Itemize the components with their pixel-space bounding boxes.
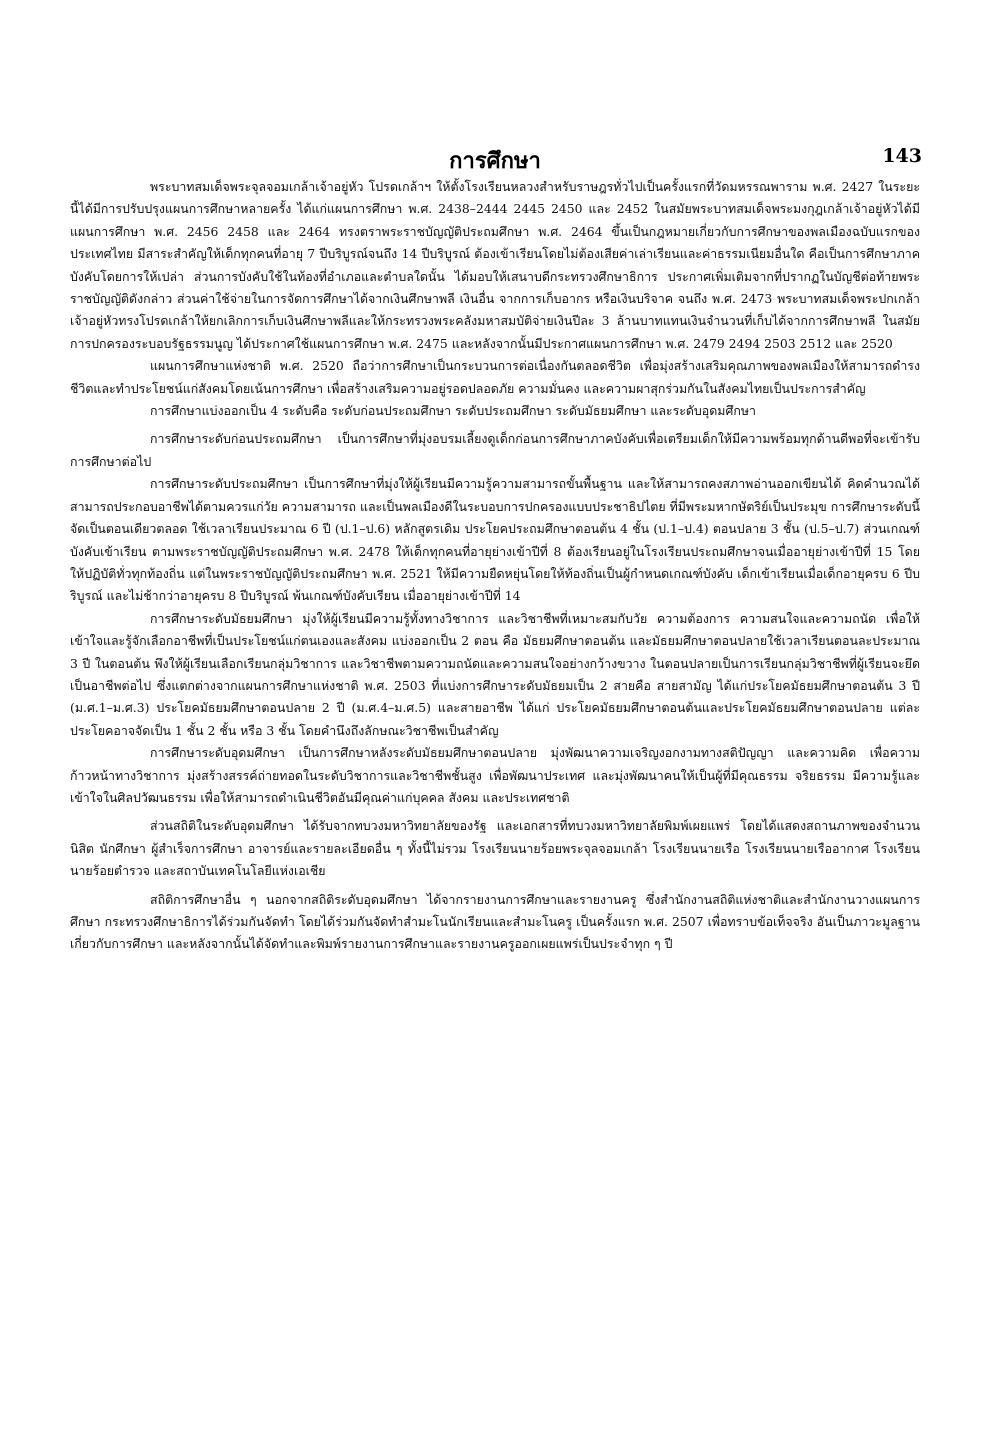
paragraph-pre-primary: การศึกษาระดับก่อนประถมศึกษา เป็นการศึกษาที่มุ่งอบรมเลี้ยงดูเด็กก่อนการศึกษาภาคบังคับเพื่อเตรียมเด็กให้มีความพร้อมทุกด้านดีพอที่จะเข้ารับการศึกษาต่อไป: [70, 431, 920, 469]
paragraph-higher-education-statistics: ส่วนสถิติในระดับอุดมศึกษา ได้รับจากทบวงมหาวิทยาลัยของรัฐ และเอกสารที่ทบวงมหาวิทยาลัยพิมพ์เผยแพร่ โดยได้แสดงสถานภาพของจำนวนนิสิต นักศึกษา ผู้สำเร็จการศึกษา อาจารย์และรายละเอียดอื่น ๆ ทั้งนี้ไม่รวม โรงเรียนนายร้อยพระจุลจอมเกล้า โรงเรียนนายเรือ โรงเรียนนายเรืออากาศ โรงเรียนนายร้อยตำรวจ และสถาบันเทคโนโลยีแห่งเอเชีย: [70, 818, 920, 879]
paragraph-higher-education: การศึกษาระดับอุดมศึกษา เป็นการศึกษาหลังระดับมัธยมศึกษาตอนปลาย มุ่งพัฒนาความเจริญงอกงามทางสติปัญญา และความคิด เพื่อความก้าวหน้าทางวิชาการ มุ่งสร้างสรรค์ถ่ายทอดในระดับวิชาการและวิชาชีพชั้นสูง เพื่อพัฒนาประเทศ และมุ่งพัฒนาคนให้เป็นผู้ที่มีคุณธรรม จริยธรรม มีความรู้และเข้าใจในศิลปวัฒนธรรม เพื่อให้สามารถดำเนินชีวิตอันมีคุณค่าแก่บุคคล สังคม และประเทศชาติ: [70, 745, 920, 805]
paragraph-education-levels: การศึกษาแบ่งออกเป็น 4 ระดับคือ ระดับก่อนประถมศึกษา ระดับประถมศึกษา ระดับมัธยมศึกษา และระดับอุดมศึกษา: [150, 403, 756, 419]
paragraph-secondary: การศึกษาระดับมัธยมศึกษา มุ่งให้ผู้เรียนมีความรู้ทั้งทางวิชาการ และวิชาชีพที่เหมาะสมกับวัย ความต้องการ ความสนใจและความถนัด เพื่อให้เข้าใจและรู้จักเลือกอาชีพที่เป็นประโยชน์แก่ตนเองและสังคม แบ่งออกเป็น 2 ตอน คือ มัธยมศึกษาตอนต้น และมัธยมศึกษาตอนปลายใช้เวลาเรียนตอนละประมาณ 3 ปี ในตอนต้น พึงให้ผู้เรียนเลือกเรียนกลุ่มวิชาการ และวิชาชีพตามความถนัดและความสนใจอย่างกว้างขวาง ในตอนปลายเป็นการเรียนกลุ่มวิชาชีพที่ผู้เรียนจะยึดเป็นอาชีพต่อไป ซึ่งแตกต่างจากแผนการศึกษาแห่งชาติ พ.ศ. 2503 ที่แบ่งการศึกษาระดับมัธยมเป็น 2 สายคือ สายสามัญ ได้แก่ประโยคมัธยมศึกษาตอนต้น 3 ปี (ม.ศ.1–ม.ศ.3) ประโยคมัธยมศึกษาตอนปลาย 2 ปี (ม.ศ.4–ม.ศ.5) และสายอาชีพ ได้แก่ ประโยคมัธยมศึกษาตอนต้นและประโยคมัธยมศึกษาตอนปลาย แต่ละประโยคอาจจัดเป็น 1 ชั้น 2 ชั้น หรือ 3 ชั้น โดยคำนึงถึงลักษณะวิชาชีพเป็นสำคัญ: [70, 610, 920, 738]
paragraph-primary: การศึกษาระดับประถมศึกษา เป็นการศึกษาที่มุ่งให้ผู้เรียนมีความรู้ความสามารถขั้นพื้นฐาน และให้สามารถคงสภาพอ่านออกเขียนได้ คิดคำนวณได้ สามารถประกอบอาชีพได้ตามควรแก่วัย ความสามารถ และเป็นพลเมืองดีในระบอบการปกครองแบบประชาธิปไตย ที่มีพระมหากษัตริย์เป็นประมุข การศึกษาระดับนี้จัดเป็นตอนเดียวตลอด ใช้เวลาเรียนประมาณ 6 ปี (ป.1–ป.6) หลักสูตรเดิม ประโยคประถมศึกษาตอนต้น 4 ชั้น (ป.1–ป.4) ตอนปลาย 3 ชั้น (ป.5–ป.7) ส่วนเกณฑ์บังคับเข้าเรียน ตามพระราชบัญญัติประถมศึกษา พ.ศ. 2478 ให้เด็กทุกคนที่อายุย่างเข้าปีที่ 8 ต้องเรียนอยู่ในโรงเรียนประถมศึกษาจนเมื่ออายุย่างเข้าปีที่ 15 โดยให้ปฏิบัติทั่วทุกท้องถิ่น แต่ในพระราชบัญญัติประถมศึกษา พ.ศ. 2521 ให้มีความยืดหยุ่นโดยให้ท้องถิ่นเป็นผู้กำหนดเกณฑ์บังคับ เด็กเข้าเรียนเมื่อเด็กอายุครบ 6 ปีบริบูรณ์ และไม่ช้ากว่าอายุครบ 8 ปีบริบูรณ์ พ้นเกณฑ์บังคับเรียน เมื่ออายุย่างเข้าปีที่ 14: [70, 476, 920, 604]
page-number: 143: [882, 145, 922, 167]
page-header: [0, 143, 990, 173]
paragraph-national-plan: แผนการศึกษาแห่งชาติ พ.ศ. 2520 ถือว่าการศึกษาเป็นกระบวนการต่อเนื่องกันตลอดชีวิต เพื่อมุ่งสร้างเสริมคุณภาพของพลเมืองให้สามารถดำรงชีวิตและทำประโยชน์แก่สังคมโดยเน้นการศึกษา เพื่อสร้างเสริมความอยู่รอดปลอดภัย ความมั่นคง และความผาสุกร่วมกันในสังคมไทยเป็นประการสำคัญ: [70, 358, 920, 396]
body-text: [70, 176, 920, 956]
paragraph-history: พระบาทสมเด็จพระจุลจอมเกล้าเจ้าอยู่หัว โปรดเกล้าฯ ให้ตั้งโรงเรียนหลวงสำหรับราษฎรทั่วไปเป็นครั้งแรกที่วัดมหรรณพาราม พ.ศ. 2427 ในระยะนี้ได้มีการปรับปรุงแผนการศึกษาหลายครั้ง ได้แก่แผนการศึกษา พ.ศ. 2438–2444 2445 2450 และ 2452 ในสมัยพระบาทสมเด็จพระมงกุฎเกล้าเจ้าอยู่หัวได้มีแผนการศึกษา พ.ศ. 2456 2458 และ 2464 ทรงตราพระราชบัญญัติประถมศึกษา พ.ศ. 2464 ขึ้นเป็นกฎหมายเกี่ยวกับการศึกษาของพลเมืองฉบับแรกของประเทศไทย มีสาระสำคัญให้เด็กทุกคนที่อายุ 7 ปีบริบูรณ์จนถึง 14 ปีบริบูรณ์ ต้องเข้าเรียนโดยไม่ต้องเสียค่าเล่าเรียนและค่าธรรมเนียมอื่นใด คือเป็นการศึกษาภาคบังคับโดยการให้เปล่า ส่วนการบังคับใช้ในท้องที่อำเภอและตำบลใดนั้น ได้มอบให้เสนาบดีกระทรวงศึกษาธิการ ประกาศเพิ่มเติมจากที่ปรากฏในบัญชีต่อท้ายพระราชบัญญัติดังกล่าว ส่วนค่าใช้จ่ายในการจัดการศึกษาได้จากเงินศึกษาพลี เงินอื่น จากการเก็บอากร หรือเงินบริจาค จนถึง พ.ศ. 2473 พระบาทสมเด็จพระปกเกล้าเจ้าอยู่หัวทรงโปรดเกล้าให้ยกเลิกการเก็บเงินศึกษาพลีและให้กระทรวงพระคลังมหาสมบัติจ่ายเงินปีละ 3 ล้านบาทแทนเงินจำนวนที่เก็บได้จากการศึกษาพลี ในสมัยการปกครองระบอบรัฐธรรมนูญ ได้ประกาศใช้แผนการศึกษา พ.ศ. 2475 และหลังจากนั้นมีประกาศแผนการศึกษา พ.ศ. 2479 2494 2503 2512 และ 2520: [70, 179, 920, 351]
paragraph-other-statistics: สถิติการศึกษาอื่น ๆ นอกจากสถิติระดับอุดมศึกษา ได้จากรายงานการศึกษาและรายงานครู ซึ่งสำนักงานสถิติแห่งชาติและสำนักงานวางแผนการศึกษา กระทรวงศึกษาธิการได้ร่วมกันจัดทำ โดยได้ร่วมกันจัดทำสำมะโนนักเรียนและสำมะโนครู เป็นครั้งแรก พ.ศ. 2507 เพื่อทราบข้อเท็จจริง อันเป็นภาวะมูลฐานเกี่ยวกับการศึกษา และหลังจากนั้นได้จัดทำและพิมพ์รายงานการศึกษาและรายงานครูออกเผยแพร่เป็นประจำทุก ๆ ปี: [70, 891, 920, 952]
page-title: การศึกษา: [449, 149, 541, 174]
